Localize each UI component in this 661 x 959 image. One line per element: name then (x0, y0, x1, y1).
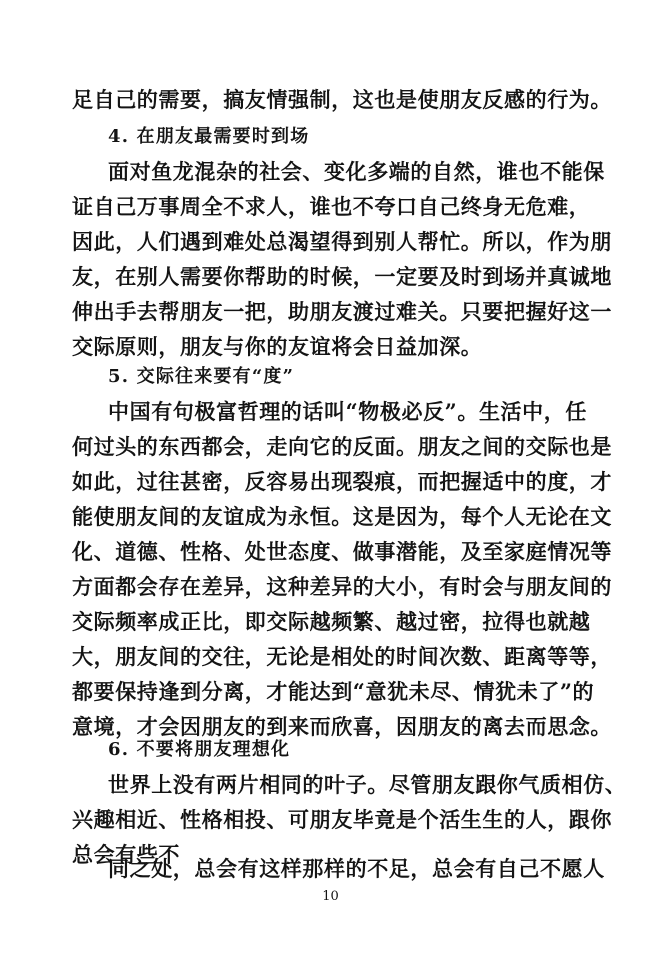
section-heading-4: 4. 在朋友最需要时到场 (108, 126, 310, 147)
text-line: 证自己万事周全不求人，谁也不夸口自己终身无危难， (72, 194, 591, 219)
text-line: 足自己的需要，搞友情强制，这也是使朋友反感的行为。 (72, 87, 612, 112)
section-heading-6: 6. 不要将朋友理想化 (108, 739, 291, 760)
text-line: 能使朋友间的友谊成为永恒。这是因为，每个人无论在文 (72, 504, 612, 529)
text-line: 方面都会存在差异，这种差异的大小，有时会与朋友间的 (72, 574, 612, 599)
text-line: 何过头的东西都会，走向它的反面。朋友之间的交际也是 (72, 434, 612, 459)
text-line: 因此，人们遇到难处总渴望得到别人帮忙。所以，作为朋 (72, 229, 612, 254)
text-line: 交际频率成正比，即交际越频繁、越过密，拉得也就越 (72, 609, 591, 634)
text-line: 兴趣相近、性格相投、可朋友毕竟是个活生生的人，跟你 (72, 807, 612, 832)
text-line: 面对鱼龙混杂的社会、变化多端的自然，谁也不能保 (108, 159, 605, 184)
text-line: 交际原则，朋友与你的友谊将会日益加深。 (72, 334, 483, 359)
page-number: 10 (322, 889, 339, 904)
text-line: 意境，才会因朋友的到来而欣喜，因朋友的离去而思念。 (72, 714, 612, 739)
text-line: 大，朋友间的交往，无论是相处的时间次数、距离等等， (72, 644, 612, 669)
text-line: 中国有句极富哲理的话叫“物极必反”。生活中，任 (108, 399, 587, 424)
text-line: 化、道德、性格、处世态度、做事潜能，及至家庭情况等 (72, 539, 612, 564)
text-line: 友，在别人需要你帮助的时候，一定要及时到场并真诚地 (72, 264, 612, 289)
section-heading-5: 5. 交际往来要有“度” (108, 366, 295, 387)
text-line: 同之处，总会有这样那样的不足，总会有自己不愿人 (108, 856, 605, 881)
text-line: 总会有些不 (72, 842, 180, 867)
text-line: 世界上没有两片相同的叶子。尽管朋友跟你气质相仿、 (108, 772, 627, 797)
text-line: 都要保持逢到分离，才能达到“意犹未尽、情犹未了”的 (72, 679, 595, 704)
text-line: 伸出手去帮朋友一把，助朋友渡过难关。只要把握好这一 (72, 299, 612, 324)
text-line: 如此，过往甚密，反容易出现裂痕，而把握适中的度，才 (72, 469, 612, 494)
